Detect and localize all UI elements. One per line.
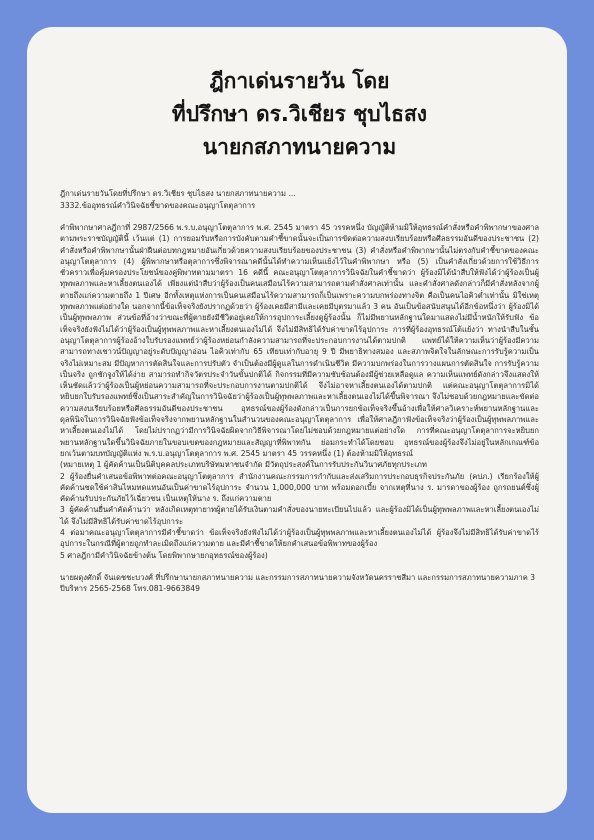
page-title bbox=[60, 65, 539, 164]
reference-header bbox=[60, 188, 539, 211]
reference-line: 3332.ข้ออุทธรณ์คำวินิจฉัยชี้ขาดของคณะอนุญาโตตุลาการ bbox=[60, 200, 256, 210]
article-card bbox=[27, 27, 567, 813]
title-line: ฎีกาเด่นรายวัน โดย bbox=[209, 69, 390, 93]
note-paragraph: 4 ต่อมาคณะอนุญาโตตุลาการมีคำชี้ขาดว่า ข้อเท็จจริงยังฟังไม่ได้ว่าผู้ร้องเป็นผู้ทุพพลภาพและหาเลี้ยงตนเองไม่ได้ ผู้ร้องจึงไม่มีสิทธิได้รับค่าขาดไร้อุปการะในกรณีที่ผู้ตายถูกทำละเมิดถึงแก่ความตาย และมีคำชี้ขาดให้ยกคำเสนอข้อพิพาทของผู้ร้อง bbox=[60, 528, 539, 549]
signature-line: นายผดุงศักดิ์ จันเดชชะบวงศ์ ที่ปรึกษานายกสภาทนายความ และกรรมการสภาทนายความจังหวัดนครราชสีมา และกรรมการสภาทนายความภาค 3 ปีบริหาร 2565-2568 โทร.081-9663849 bbox=[60, 572, 536, 594]
title-line: ที่ปรึกษา ดร.วิเชียร ชุบไธสง bbox=[171, 102, 428, 126]
note-paragraph: 2 ผู้ร้องยื่นคำเสนอข้อพิพาทต่อคณะอนุญาโตตุลาการ สำนักงานคณะกรรมการกำกับและส่งเสริมการประกอบธุรกิจประกันภัย (คปภ.) เรียกร้องให้ผู้คัดค้านชดใช้ค่าสินไหมทดแทนอันเป็นค่าขาดไร้อุปการะ จำนวน 1,000,000 บาท พร้อมดอกเบี้ย จากเหตุที่นาง ร. มารดาของผู้ร้อง ถูกรถยนต์ซึ่งผู้คัดค้านรับประกันภัยไว้เฉี่ยวชน เป็นเหตุให้นาง ร. ถึงแก่ความตาย bbox=[60, 471, 539, 504]
note-paragraph: 3 ผู้คัดค้านยื่นคำคัดค้านว่า หลังเกิดเหตุทายาทผู้ตายได้รับเงินตามคำสั่งของนายทะเบียนไปแล้ว และผู้ร้องมิได้เป็นผู้ทุพพลภาพและหาเลี้ยงตนเองไม่ได้ จึงไม่มีสิทธิได้รับค่าขาดไร้อุปการะ bbox=[60, 505, 539, 526]
article-body bbox=[60, 222, 539, 561]
note-paragraph: 5 ศาลฎีกามีคำวินิจฉัยข้างต้น โดยพิพากษายกอุทธรณ์ของผู้ร้อง) bbox=[60, 550, 268, 560]
note-paragraph: (หมายเหตุ 1 ผู้คัดค้านเป็นนิติบุคคลประเภทบริษัทมหาชนจำกัด มีวัตถุประสงค์ในการรับประกันวินาศภัยทุกประเภท bbox=[60, 460, 427, 470]
reference-line: ฎีกาเด่นรายวันโดยที่ปรึกษา ดร.วิเชียร ชุบไธสง นายกสภาทนายความ ... bbox=[60, 189, 296, 198]
body-paragraph: คำพิพากษาศาลฎีกาที่ 2987/2566 พ.ร.บ.อนุญาโตตุลาการ พ.ศ. 2545 มาตรา 45 วรรคหนึ่ง บัญญัติห้ามมิให้อุทธรณ์คำสั่งหรือคำพิพากษาของศาลตามพระราชบัญญัตินี้ เว้นแต่ (1) การยอมรับหรือการบังคับตามคำชี้ขาดนั้นจะเป็นการขัดต่อความสงบเรียบร้อยหรือศีลธรรมอันดีของประชาชน (2) คำสั่งหรือคำพิพากษานั้นฝ่าฝืนต่อบทกฎหมายอันเกี่ยวด้วยความสงบเรียบร้อยของประชาชน (3) คำสั่งหรือคำพิพากษานั้นไม่ตรงกับคำชี้ขาดของคณะอนุญาโตตุลาการ (4) ผู้พิพากษาหรือตุลาการซึ่งพิจารณาคดีนั้นได้ทำความเห็นแย้งไว้ในคำพิพากษา หรือ (5) เป็นคำสั่งเกี่ยวด้วยการใช้วิธีการชั่วคราวเพื่อคุ้มครองประโยชน์ของคู่พิพาทตามมาตรา 16 คดีนี้ คณะอนุญาโตตุลาการวินิจฉัยในคำชี้ขาดว่า ผู้ร้องมิได้นำสืบให้ฟังได้ว่าผู้ร้องเป็นผู้ทุพพลภาพและหาเลี้ยงตนเองได้ เพียงแต่นำสืบว่าผู้ร้องเป็นคนเสมือนไร้ความสามารถตามคำสั่งศาลเท่านั้น และคำสั่งศาลดังกล่าวก็มีคำสั่งหลังจากผู้ตายถึงแก่ความตายถึง 1 ปีเศษ อีกทั้งเหตุแห่งการเป็นคนเสมือนไร้ความสามารถก็เป็นเพราะความบกพร่องทางจิต คือเป็นคนไอคิวต่ำเท่านั้น มิใช่เหตุทุพพลภาพแต่อย่างใด นอกจากนี้ข้อเท็จจริงยังปรากฏด้วยว่า ผู้ร้องเคยมีสามีและเคยมีบุตรมาแล้ว 3 คน อันเป็นข้อสนับสนุนได้อีกข้อหนึ่งว่า ผู้ร้องมิได้เป็นผู้ทุพพลภาพ ส่วนข้อที่อ้างว่าขณะที่ผู้ตายยังมีชีวิตอยู่เคยให้การอุปการะเลี้ยงดูผู้ร้องนั้น ก็ไม่มีพยานหลักฐานใดมาแสดงไม่มีน้ำหนักให้รับฟัง ข้อเท็จจริงยังฟังไม่ได้ว่าผู้ร้องเป็นผู้ทุพพลภาพและหาเลี้ยงตนเองไม่ได้ จึงไม่มีสิทธิได้รับค่าขาดไร้อุปการะ การที่ผู้ร้องอุทธรณ์โต้แย้งว่า ทางนำสืบในชั้นอนุญาโตตุลาการผู้ร้องอ้างใบรับรองแพทย์ว่าผู้ร้องหย่อนกำลังความสามารถที่จะประกอบการงานได้ตามปกติ แพทย์ได้ให้ความเห็นว่าผู้ร้องมีความสามารถทางเชาวน์ปัญญาอยู่ระดับปัญญาอ่อน ไอคิวเท่ากับ 65 เทียบเท่ากับอายุ 9 ปี มีพยาธิทางสมอง และสภาพจิตใจในลักษณะการรับรู้ความเป็นจริงไม่เหมาะสม มีปัญหาการตัดสินใจและการปรับตัว จำเป็นต้องมีผู้ดูแลในการดำเนินชีวิต มีความบกพร่องในการวางแผนการตัดสินใจ การรับรู้ความเป็นจริง ถูกชักจูงให้ได้ง่าย สามารถทำกิจวัตรประจำวันขั้นปกติได้ กิจกรรมที่มีความซับซ้อนต้องมีผู้ช่วยเหลือดูแล ความเห็นแพทย์ดังกล่าวจึงแสดงให้เห็นชัดแล้วว่าผู้ร้องเป็นผู้หย่อนความสามารถที่จะประกอบการงานตามปกติได้ จึงไม่อาจหาเลี้ยงตนเองได้ตามปกติ แต่คณะอนุญาโตตุลาการมิได้หยิบยกใบรับรองแพทย์ซึ่งเป็นสาระสำคัญในการวินิจฉัยว่าผู้ร้องเป็นผู้ทุพพลภาพและหาเลี้ยงตนเองไม่ได้ขึ้นพิจารณา จึงไม่ชอบด้วยกฎหมายและขัดต่อความสงบเรียบร้อยหรือศีลธรรมอันดีของประชาชน อุทธรณ์ของผู้ร้องดังกล่าวเป็นการยกข้อเท็จจริงขึ้นอ้างเพื่อให้ศาลวิเคราะห์พยานหลักฐานและดุลพินิจในการวินิจฉัยฟังข้อเท็จจริงจากพยานหลักฐานในสำนวนของคณะอนุญาโตตุลาการ เพื่อให้ศาลฎีกาฟังข้อเท็จจริงว่าผู้ร้องเป็นผู้ทุพพลภาพและหาเลี้ยงตนเองไม่ได้ โดยไม่ปรากฏว่ามีการวินิจฉัยผิดจากวิธีพิจารณาโดยไม่ชอบด้วยกฎหมายแต่อย่างใด การที่คณะอนุญาโตตุลาการจะหยิบยกพยานหลักฐานใดขึ้นวินิจฉัยภายในขอบเขตของกฎหมายและสัญญาที่พิพาทกัน ย่อมกระทำได้โดยชอบ อุทธรณ์ของผู้ร้องจึงไม่อยู่ในหลักเกณฑ์ข้อยกเว้นตามบทบัญญัติแห่ง พ.ร.บ.อนุญาโตตุลาการ พ.ศ. 2545 มาตรา 45 วรรคหนึ่ง (1) ต้องห้ามมิให้อุทธรณ์ bbox=[60, 223, 539, 458]
author-signature bbox=[60, 572, 539, 595]
title-line: นายกสภาทนายความ bbox=[202, 135, 397, 159]
